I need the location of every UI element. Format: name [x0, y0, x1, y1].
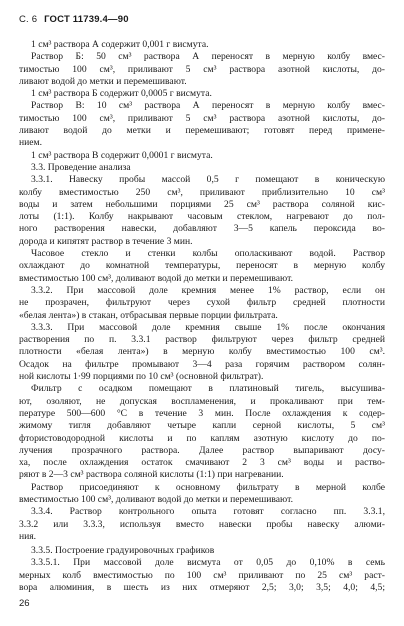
text-line: ного растворения навески, добавляют 3—5 капель пероксида во-	[19, 223, 385, 235]
text-line: 3.3. Проведение анализа	[31, 161, 131, 173]
page-number: 26	[19, 598, 30, 609]
text-line: ния.	[19, 530, 37, 542]
text-line: «белая лента») в стакан, отбрасывая первые порции фильтрата.	[19, 309, 278, 321]
text-line: Раствор присоединяют к основному фильтрату в мерной колбе	[31, 481, 385, 493]
text-line: тимостью 100 см³, приливают 5 см³ раствора азотной кислоты, до-	[19, 63, 385, 75]
text-line: охлаждают до комнатной температуры, переносят в мерную колбу	[19, 260, 385, 272]
text-line: 3.3.2. При массовой доле кремния менее 1% раствор, если он	[31, 284, 385, 296]
document-body	[19, 39, 385, 594]
standard-designation: ГОСТ 11739.4—90	[44, 14, 129, 25]
text-line: 3.3.5.1. При массовой доле висмута от 0,05 до 0,10% в семь	[31, 557, 385, 569]
text-line: Часовое стекло и стенки колбы ополаскивают водой. Раствор	[31, 248, 385, 260]
text-line: ряют в 2—3 см³ раствора соляной кислоты (1:1) при нагревании.	[19, 469, 284, 481]
text-line: 3.3.3. При массовой доле кремния свыше 1% после окончания	[31, 321, 385, 333]
text-line: лучения прозрачного раствора. Далее раствор выпаривают досу-	[19, 444, 385, 456]
text-line: пературе 500—600 °С в течение 3 мин. После охлаждения к содер-	[19, 407, 385, 419]
text-line: плотности «белая лента») в мерную колбу вместимостью 100 см³.	[19, 346, 385, 358]
text-line: ливают водой до метки и перемешивают.	[19, 75, 187, 87]
text-line: колбу вместимостью 250 см³, приливают приблизительно 10 см³	[19, 186, 385, 198]
text-line: Раствор Б: 50 см³ раствора А переносят в мерную колбу вмес-	[31, 51, 385, 63]
text-line: мерных колб вместимостью по 100 см³ приливают по 25 см³ раст-	[19, 569, 385, 581]
text-line: дорода и кипятят раствор в течение 3 мин.	[19, 235, 193, 247]
text-line: жимому тигля добавляют четыре капли серной кислоты, 5 см³	[19, 420, 385, 432]
text-line: растворения по п. 3.3.1 раствор фильтруют через фильтр средней	[19, 334, 385, 346]
text-line: вместимостью 100 см³, доливают водой до метки и перемешивают.	[19, 272, 293, 284]
text-line: ливают водой до метки и перемешивают; готовят перед примене-	[19, 125, 385, 137]
text-line: 3.3.1. Навеску пробы массой 0,5 г помещают в коническую	[31, 174, 385, 186]
page-header-prefix: С. 6	[19, 14, 38, 25]
text-line: воды и затем небольшими порциями 25 см³ раствора соляной кис-	[19, 198, 385, 210]
text-line: ной кислоты 1·99 порциями по 10 см³ (основной фильтрат).	[19, 371, 264, 383]
text-line: 3.3.2 или 3.3.3, используя вместо навески пробы навеску алюми-	[19, 518, 385, 530]
text-line: Фильтр с осадком помещают в платиновый тигель, высушива-	[31, 383, 385, 395]
text-line: Осадок на фильтре промывают 3—4 раза горячим раствором солян-	[19, 358, 385, 370]
text-line: тимостью 100 см³, приливают 5 см³ раствора азотной кислоты, до-	[19, 112, 385, 124]
text-line: вора алюминия, в шесть из них отмеряют 2,5; 3,0; 3,5; 4,0; 4,5;	[19, 582, 385, 594]
text-line: не прозрачен, фильтруют через сухой фильтр средней плотности	[19, 297, 385, 309]
text-line: ха, после охлаждения остаток смачивают 2 3 см³ воды и раство-	[19, 457, 385, 469]
text-line: 1 см³ раствора А содержит 0,001 г висмута.	[31, 39, 209, 50]
text-line: фтористоводородной кислоты и по каплям азотную кислоту до по-	[19, 432, 385, 444]
text-line: 3.3.5. Построение градуировочных графиков	[31, 545, 215, 557]
text-line: 3.3.4. Раствор контрольного опыта готовят согласно пп. 3.3.1,	[31, 506, 385, 518]
text-line: 1 см³ раствора Б содержит 0,0005 г висмута.	[31, 88, 212, 100]
text-line: Раствор В: 10 см³ раствора А переносят в мерную колбу вмес-	[31, 100, 385, 112]
text-line: лоты (1:1). Колбу накрывают часовым стеклом, нагревают до пол-	[19, 211, 385, 223]
text-line: 1 см³ раствора В содержит 0,0001 г висмута.	[31, 149, 213, 161]
text-line: нием.	[19, 137, 42, 149]
page-header	[19, 14, 129, 25]
text-line: ют, озоляют, не допуская воспламенения, и прокаливают при тем-	[19, 395, 385, 407]
text-line: вместимостью 100 см³, доливают водой до метки и перемешивают.	[19, 493, 293, 505]
